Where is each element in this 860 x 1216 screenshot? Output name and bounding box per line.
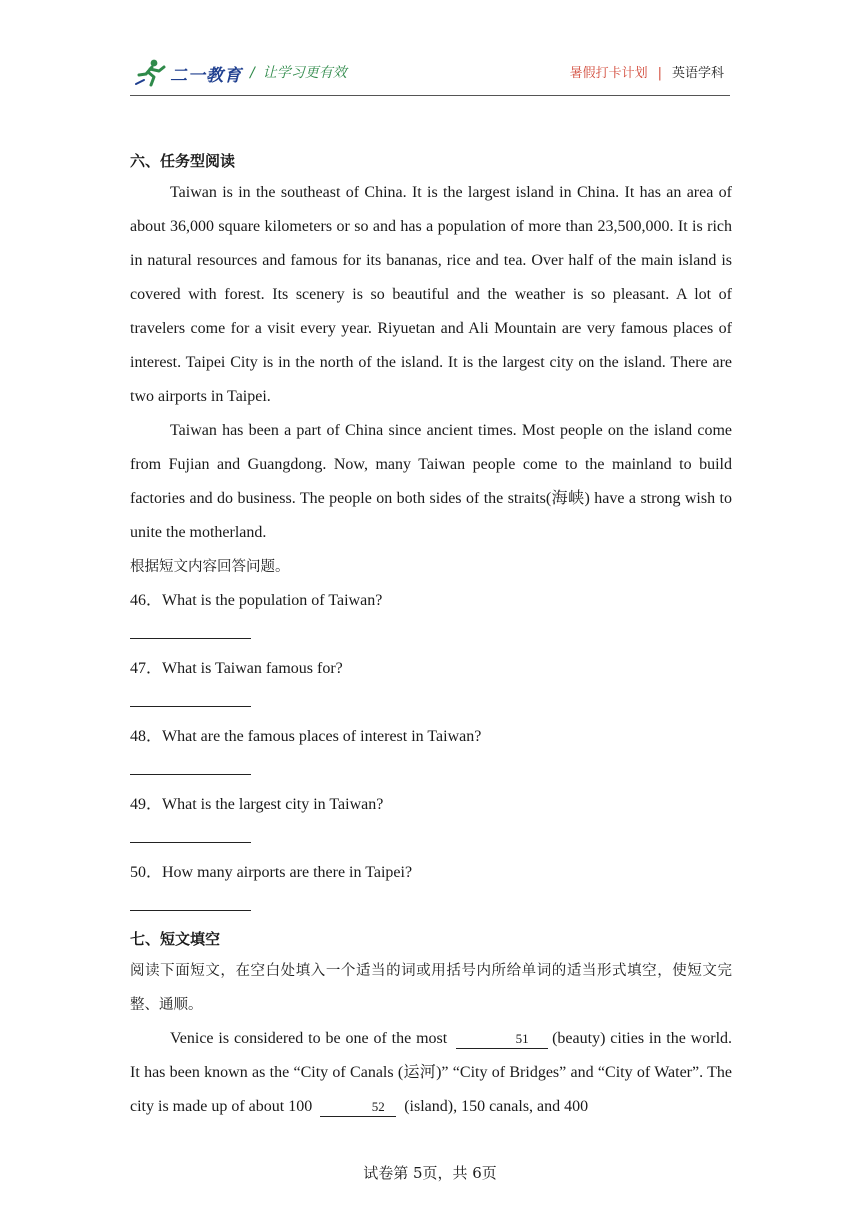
- plan-label: 暑假打卡计划: [569, 66, 648, 81]
- question-48: 48．What are the famous places of interest in Taiwan?: [130, 728, 482, 745]
- answer-line-46[interactable]: [130, 618, 732, 652]
- section-6-title: 六、任务型阅读: [130, 152, 236, 170]
- header-info: [570, 62, 724, 81]
- page-footer: 试卷第 5页，共 6页: [363, 1164, 497, 1182]
- cloze-text: (island), 150 canals, and 400: [404, 1098, 589, 1115]
- answer-line-50[interactable]: [130, 890, 732, 924]
- question-49: 49．What is the largest city in Taiwan?: [130, 796, 384, 813]
- section-7-title: 七、短文填空: [130, 930, 221, 948]
- runner-logo-icon: [134, 58, 168, 88]
- answer-line-49[interactable]: [130, 822, 732, 856]
- question-50: 50．How many airports are there in Taipei?: [130, 864, 413, 881]
- section-7-instruction: 阅读下面短文，在空白处填入一个适当的词或用括号内所给单词的适当形式填空，使短文完整、通顺。: [130, 963, 732, 1013]
- header-separator: |: [657, 66, 662, 81]
- answer-line-47[interactable]: [130, 686, 732, 720]
- answer-line-48[interactable]: [130, 754, 732, 788]
- cloze-text: (beauty) cities in the world. It has been known as the “City of Canals (运河)” “City of Bridges” and “City of Water”. The city is made up of about 100: [130, 1030, 733, 1115]
- page-content: [130, 146, 732, 1124]
- cloze-text: Venice is considered to be one of the most: [170, 1030, 448, 1047]
- subject-label: 英语学科: [671, 66, 724, 81]
- slogan: / 让学习更有效: [250, 65, 347, 81]
- blank-51[interactable]: 51: [456, 1030, 548, 1049]
- section-6-instruction: 根据短文内容回答问题。: [130, 559, 290, 575]
- logo: [134, 58, 242, 88]
- blank-52[interactable]: 52: [320, 1098, 396, 1117]
- page-header: [130, 56, 730, 96]
- slogan-text: 让学习更有效: [262, 65, 347, 81]
- passage-paragraph-1: Taiwan is in the southeast of China. It is the largest island in China. It has an area of about 36,000 square kilometers or so and has a population of more than 23,500,000. It is rich in natural resources and famous for its bananas, rice and tea. Over half of the main island is covered with forest. Its scenery is so beautiful and the weather is so pleasant. A lot of travelers come for a visit every year. Riyuetan and Ali Mountain are very famous places of interest. Taipei City is in the north of the island. It is the largest city on the island. There are two airports in Taipei.: [130, 184, 732, 405]
- logo-text: 二一教育: [170, 65, 242, 86]
- cloze-paragraph: [130, 1022, 732, 1124]
- question-46: 46．What is the population of Taiwan?: [130, 592, 383, 609]
- passage-paragraph-2: Taiwan has been a part of China since ancient times. Most people on the island come from Fujian and Guangdong. Now, many Taiwan people come to the mainland to build factories and do business. The people on both sides of the straits(海峡) have a strong wish to unite the motherland.: [130, 422, 732, 541]
- question-47: 47．What is Taiwan famous for?: [130, 660, 343, 677]
- header-divider: [130, 95, 730, 96]
